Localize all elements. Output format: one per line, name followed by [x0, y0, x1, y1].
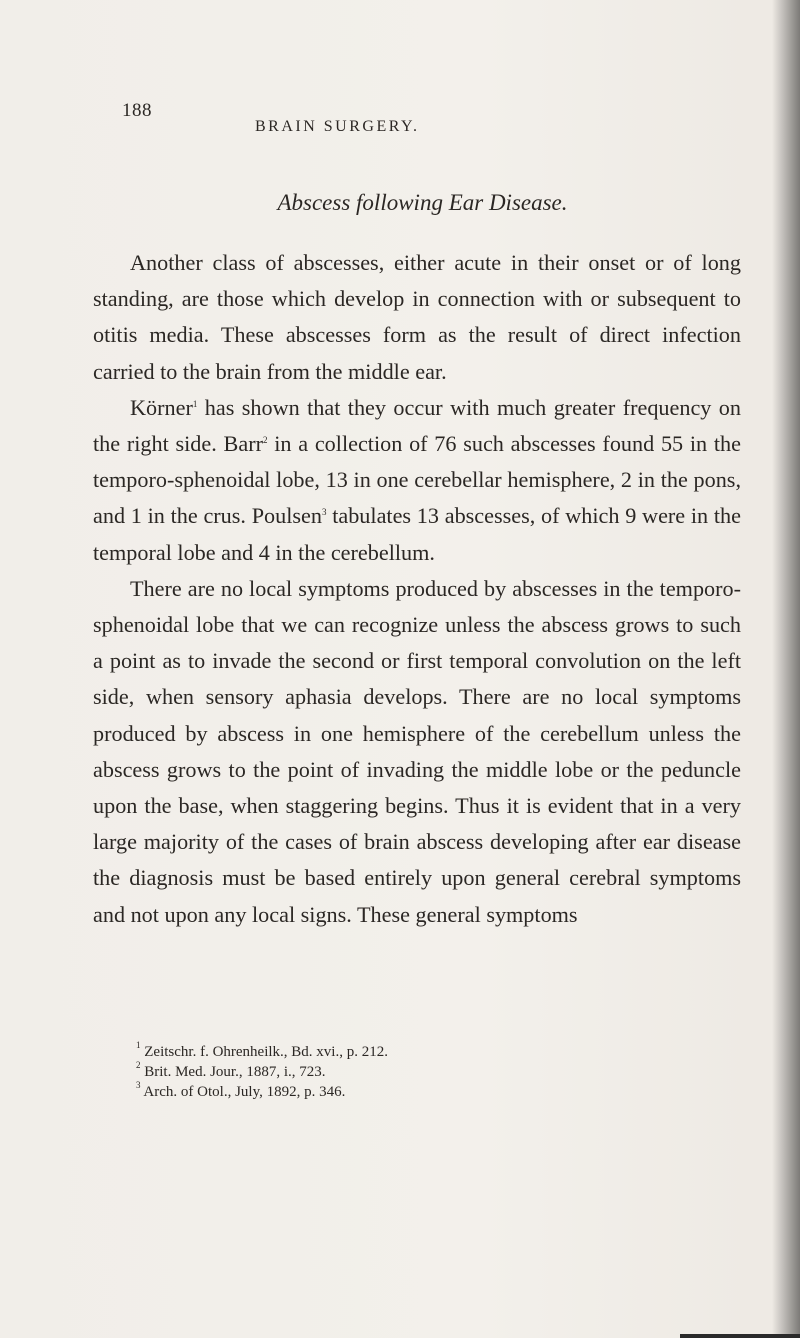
footnote-ref-1: 1: [192, 398, 198, 409]
page-number: 188: [122, 100, 152, 121]
paragraph-2-text-a: Körner: [130, 394, 193, 420]
footnote-2: [136, 1062, 388, 1082]
paragraph-2: [93, 390, 741, 571]
section-title: Abscess following Ear Disease.: [277, 190, 568, 215]
footnote-ref-2: 2: [262, 435, 268, 446]
footnote-ref-3: 3: [321, 507, 327, 518]
paragraph-3: There are no local symptoms produced by abscesses in the temporo-sphenoidal lobe that we can recognize unless the abscess grows to such a point as to invade the second or first temporal convolution on the left side, when sensory aphasia develops. There are no local symptoms produced by abscess in one hemisphere of the cerebellum unless the abscess grows to the point of invading the middle lobe or the peduncle upon the base, when staggering begins. Thus it is evident that in a very large majority of the cases of brain abscess developing after ear disease the diagnosis must be based entirely upon general cerebral symptoms and not upon any local signs. These general symptoms: [93, 575, 741, 927]
footnote-text: Arch. of Otol., July, 1892, p. 346.: [140, 1084, 346, 1100]
running-head: BRAIN SURGERY.: [255, 118, 420, 135]
footnote-mark: 3: [136, 1080, 141, 1090]
footnote-mark: 2: [136, 1060, 141, 1070]
paragraph-2-text-c: in a collection of 76 such abscesses found 55 in the temporo-sphenoidal lobe, 13 in one cerebellar hemisphere, 2 in the pons, and 1 in the crus. Poulsen: [93, 431, 741, 529]
paragraph-2-text-d: tabulates 13 abscesses, of which 9 were in the temporal lobe and 4 in the cerebellum.: [93, 503, 741, 565]
footnote-3: [136, 1082, 388, 1102]
body-text: [93, 245, 741, 933]
page-edge-line: [680, 1334, 800, 1338]
footnotes: [136, 1042, 388, 1102]
paragraph-2-text-b: has shown that they occur with much greater frequency on the right side. Barr: [93, 394, 741, 457]
paragraph-1: Another class of abscesses, either acute in their onset or of long standing, are those which develop in connection with or subsequent to otitis media. These abscesses form as the result of direct infection carried to the brain from the middle ear.: [93, 250, 741, 384]
footnote-text: Brit. Med. Jour., 1887, i., 723.: [140, 1064, 326, 1080]
footnote-1: [136, 1042, 388, 1062]
footnote-mark: 1: [136, 1040, 141, 1050]
footnote-text: Zeitschr. f. Ohrenheilk., Bd. xvi., p. 212.: [140, 1044, 388, 1060]
